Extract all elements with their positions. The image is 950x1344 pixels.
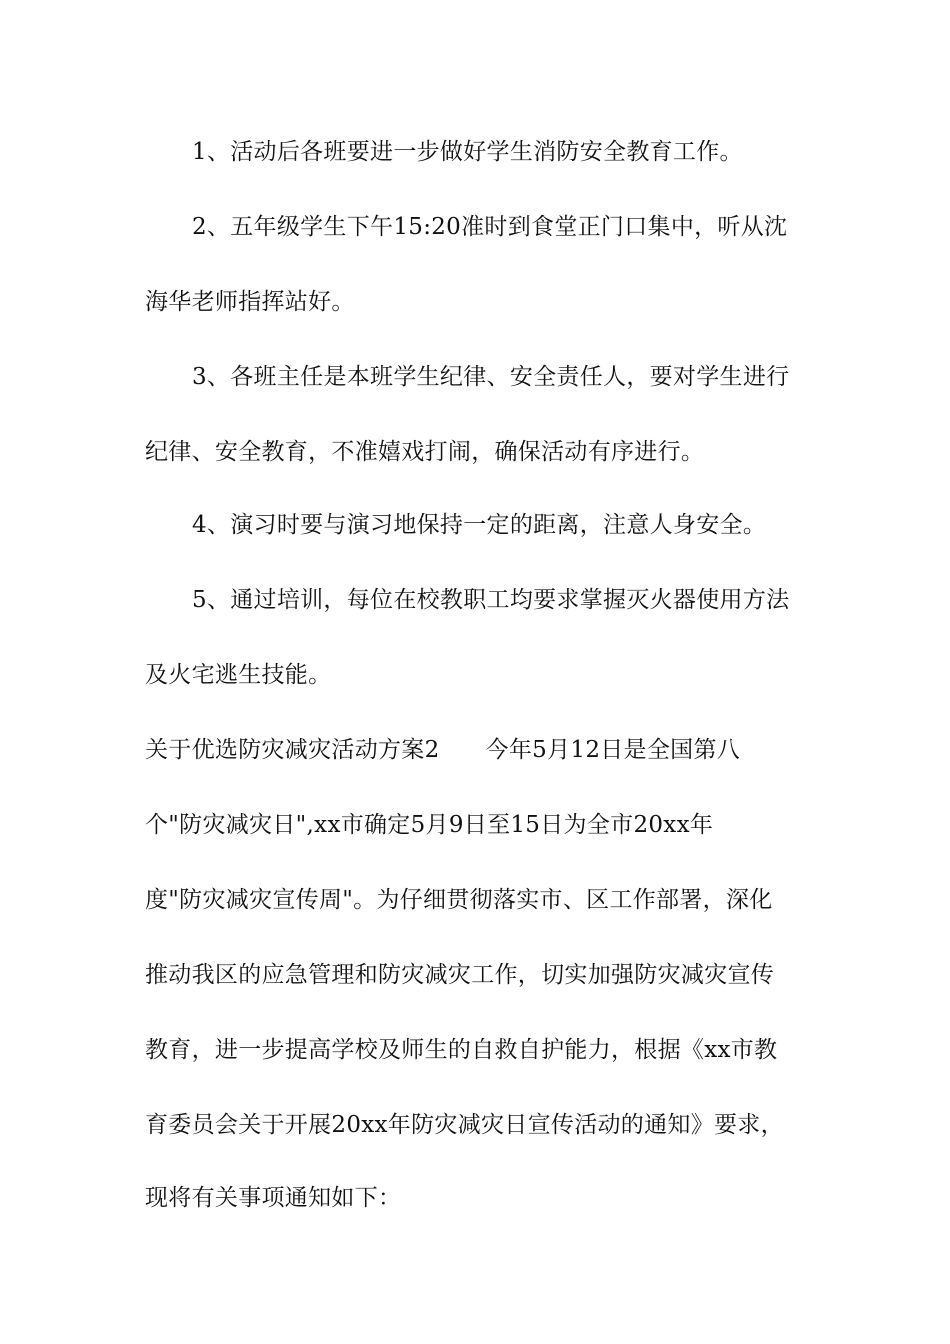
paragraph-item-4: 4、演习时要与演习地保持一定的距离，注意人身安全。: [192, 512, 767, 538]
intro-paragraph-line-3: 度"防灾减灾宣传周"。为仔细贯彻落实市、区工作部署，深化: [145, 887, 773, 913]
paragraph-item-3-line-1: 3、各班主任是本班学生纪律、安全责任人，要对学生进行: [192, 364, 790, 390]
paragraph-item-1: 1、活动后各班要进一步做好学生消防安全教育工作。: [192, 139, 743, 165]
intro-paragraph-line-1: 今年5月12日是全国第八: [485, 737, 741, 763]
paragraph-item-2-line-1: 2、五年级学生下午15:20准时到食堂正门口集中，听从沈: [192, 214, 788, 240]
paragraph-item-2-line-2: 海华老师指挥站好。: [145, 289, 355, 315]
intro-paragraph-line-2: 个"防灾减灾日",xx市确定5月9日至15日为全市20xx年: [145, 812, 714, 838]
paragraph-item-5-line-2: 及火宅逃生技能。: [145, 662, 332, 688]
section-heading-line: [145, 735, 805, 765]
intro-paragraph-line-4: 推动我区的应急管理和防灾减灾工作，切实加强防灾减灾宣传: [145, 962, 775, 988]
intro-paragraph-line-7: 现将有关事项通知如下：: [145, 1185, 402, 1211]
paragraph-item-5-line-1: 5、通过培训，每位在校教职工均要求掌握灭火器使用方法: [192, 587, 790, 613]
section-heading: 关于优选防灾减灾活动方案2: [145, 737, 440, 763]
intro-paragraph-line-6: 育委员会关于开展20xx年防灾减灾日宣传活动的通知》要求，: [145, 1112, 784, 1138]
paragraph-item-3-line-2: 纪律、安全教育，不准嬉戏打闹，确保活动有序进行。: [145, 439, 705, 465]
intro-paragraph-line-5: 教育，进一步提高学校及师生的自救自护能力，根据《xx市教: [145, 1037, 778, 1063]
